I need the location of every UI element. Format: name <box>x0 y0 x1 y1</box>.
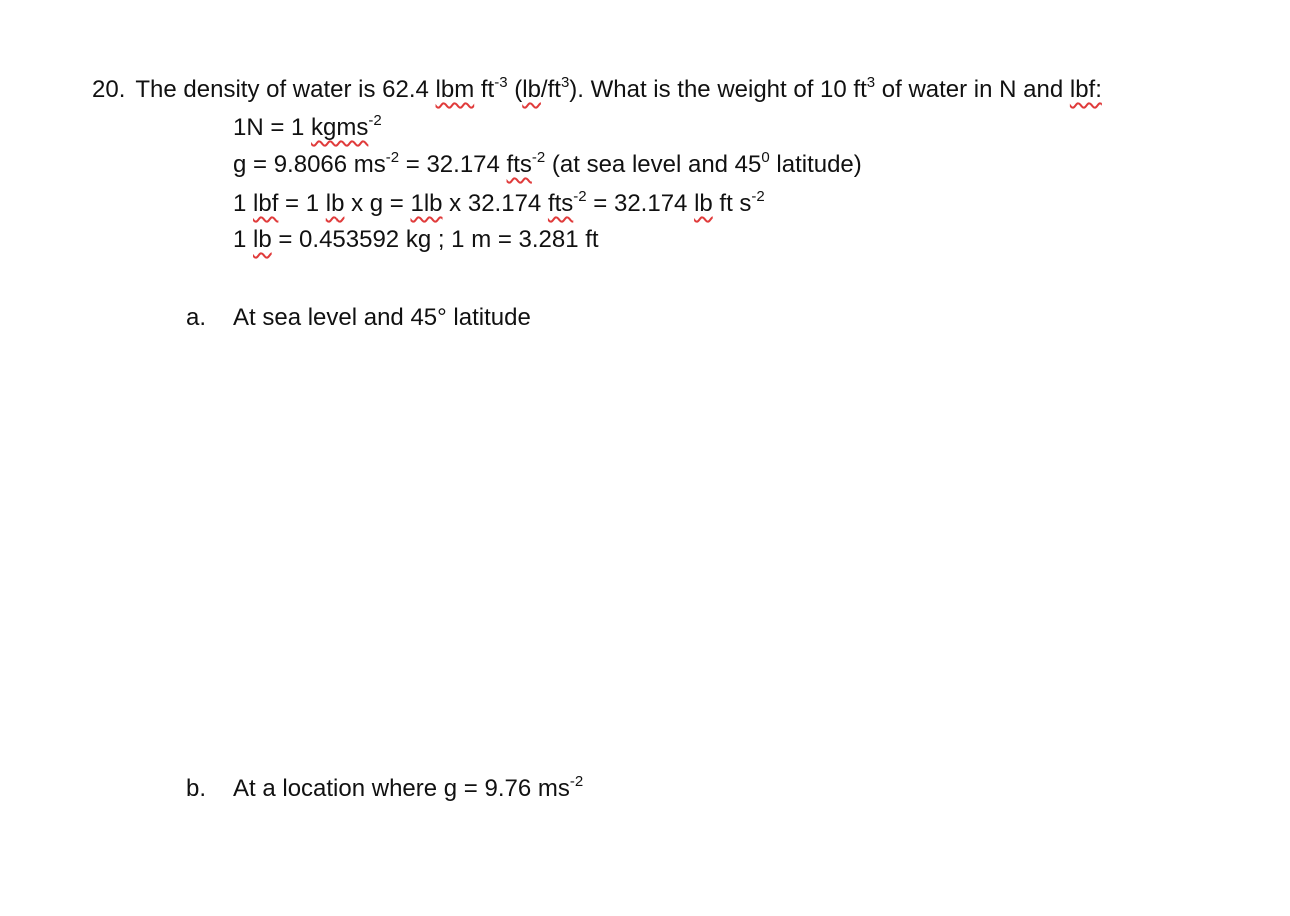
part-b-text: At a location where g = 9.76 ms <box>233 775 570 802</box>
spellcheck-word[interactable]: lb <box>694 190 713 217</box>
spellcheck-word[interactable]: fts <box>547 190 574 217</box>
superscript: 3 <box>560 74 570 91</box>
spellcheck-word[interactable]: lb <box>522 76 541 103</box>
given-line-newton <box>233 114 382 145</box>
text-run: ). What is the weight of 10 ft <box>569 76 867 103</box>
spellcheck-word[interactable]: lbm <box>435 76 475 103</box>
question-number: 20. <box>92 76 126 103</box>
spellcheck-word[interactable]: lbf: <box>1069 76 1102 103</box>
superscript: -2 <box>385 149 400 166</box>
part-a-letter: a. <box>186 304 207 331</box>
superscript: 0 <box>761 149 770 166</box>
text-run: = 32.174 <box>399 151 507 178</box>
text-run: 1 <box>233 226 254 253</box>
given-line-lbf <box>233 190 765 221</box>
part-b-letter: b. <box>186 775 207 802</box>
text-run: (at sea level and 45 <box>545 151 762 178</box>
superscript: 3 <box>866 74 876 91</box>
spellcheck-word[interactable]: 1lb <box>410 190 443 217</box>
spellcheck-word[interactable]: lbf <box>253 190 279 217</box>
text-run: = 1 <box>278 190 326 217</box>
text-run: 1 <box>233 190 254 217</box>
spellcheck-word[interactable]: fts <box>506 151 532 178</box>
superscript: -2 <box>368 112 382 129</box>
text-run: ft <box>474 76 495 103</box>
text-run: latitude) <box>769 151 862 178</box>
text-run: x 32.174 <box>442 190 548 217</box>
given-line-conversions <box>233 226 599 254</box>
text-run: /ft <box>540 76 561 103</box>
text-run: of water in N and <box>875 76 1070 103</box>
text-run: = 0.453592 kg ; 1 m = 3.281 ft <box>271 226 599 253</box>
text-run: The density of water is 62.4 <box>135 76 436 103</box>
question-text <box>135 76 1102 103</box>
text-run: 1N = 1 <box>233 114 312 141</box>
part-a-text: At sea level and 45° latitude <box>233 304 531 331</box>
superscript: -2 <box>751 188 765 205</box>
part-b <box>186 775 583 806</box>
part-a <box>186 304 531 332</box>
text-run: = 32.174 <box>586 190 695 217</box>
text-run: x g = <box>344 190 411 217</box>
superscript: -3 <box>494 74 508 91</box>
superscript: -2 <box>569 773 584 790</box>
question-heading <box>92 76 1102 107</box>
text-run: g = 9.8066 ms <box>233 151 386 178</box>
text-run: ( <box>507 76 523 103</box>
superscript: -2 <box>573 188 587 205</box>
spellcheck-word[interactable]: lb <box>325 190 345 217</box>
spellcheck-word[interactable]: kgms <box>311 114 369 141</box>
given-line-gravity <box>233 151 862 182</box>
spellcheck-word[interactable]: lb <box>253 226 272 253</box>
text-run: ft s <box>712 190 752 217</box>
superscript: -2 <box>531 149 546 166</box>
